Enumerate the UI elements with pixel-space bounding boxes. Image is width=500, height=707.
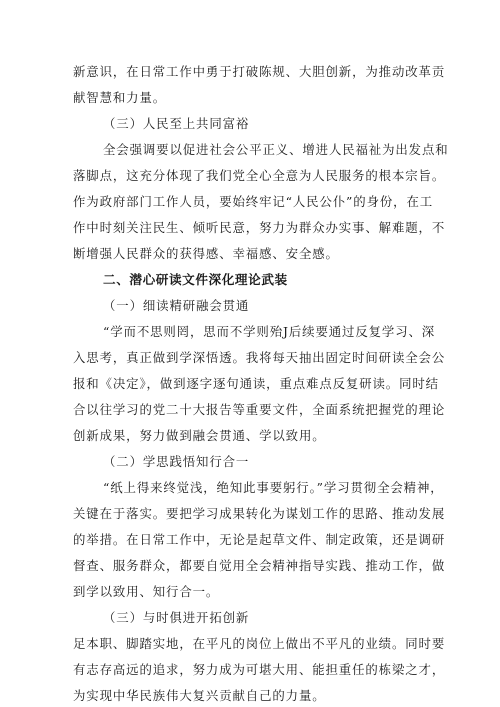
section-heading: 二、潜心研读文件深化理论武装 — [103, 272, 288, 287]
body-text-line: 断增强人民群众的获得感、幸福感、安全感。 — [73, 246, 339, 261]
subsection-heading: （三）与时俱进开拓创新 — [103, 610, 250, 625]
subsection-heading: （一）细读精研融会贯通 — [103, 298, 250, 313]
body-text-line: 作为政府部门工作人员，要始终牢记“人民公仆”的身份，在工 — [73, 194, 434, 209]
body-text-line: 督查、服务群众，都要自觉用全会精神指导实践、推动工作，做 — [73, 558, 446, 573]
body-text-line: 创新成果，努力做到融会贯通、学以致用。 — [73, 428, 326, 443]
body-text-line: 合以往学习的党二十大报告等重要文件，全面系统把握党的理论 — [73, 402, 446, 417]
body-text-line: “纸上得来终觉浅，绝知此事要躬行。”学习贯彻全会精神， — [103, 480, 444, 495]
body-text-line: 落脚点，这充分体现了我们党全心全意为人民服务的根本宗旨。 — [73, 168, 446, 183]
body-text-line: 献智慧和力量。 — [73, 90, 167, 105]
body-text-line: 为实现中华民族伟大复兴贡献自己的力量。 — [73, 688, 326, 703]
body-text-line: 的举措。在日常工作中，无论是起草文件、制定政策，还是调研 — [73, 532, 446, 547]
subsection-heading: （二）学思践悟知行合一 — [103, 454, 250, 469]
body-text-line: 到学以致用、知行合一。 — [73, 584, 220, 599]
body-text-line: “学而不思则罔，思而不学则殆J后续要通过反复学习、深 — [103, 324, 436, 339]
body-text-line: 新意识，在日常工作中勇于打破陈规、大胆创新，为推动改革贡 — [73, 64, 446, 79]
body-text-line: 全会强调要以促进社会公平正义、增进人民福祉为出发点和 — [103, 142, 449, 157]
body-text-line: 作中时刻关注民生、倾听民意，努力为群众办实事、解难题，不 — [73, 220, 446, 235]
body-text-line: 关键在于落实。要把学习成果转化为谋划工作的思路、推动发展 — [73, 506, 446, 521]
body-text-line: 报和《决定》，做到逐字逐句通读，重点难点反复研读。同时结 — [73, 376, 439, 391]
body-text-line: 有志存高远的追求，努力成为可堪大用、能担重任的栋梁之才， — [73, 662, 446, 677]
subsection-heading: （三）人民至上共同富裕 — [103, 116, 250, 131]
body-text-line: 入思考，真正做到学深悟透。我将每天抽出固定时间研读全会公 — [73, 350, 446, 365]
body-text-line: 足本职、脚踏实地，在平凡的岗位上做出不平凡的业绩。同时要 — [73, 636, 446, 651]
